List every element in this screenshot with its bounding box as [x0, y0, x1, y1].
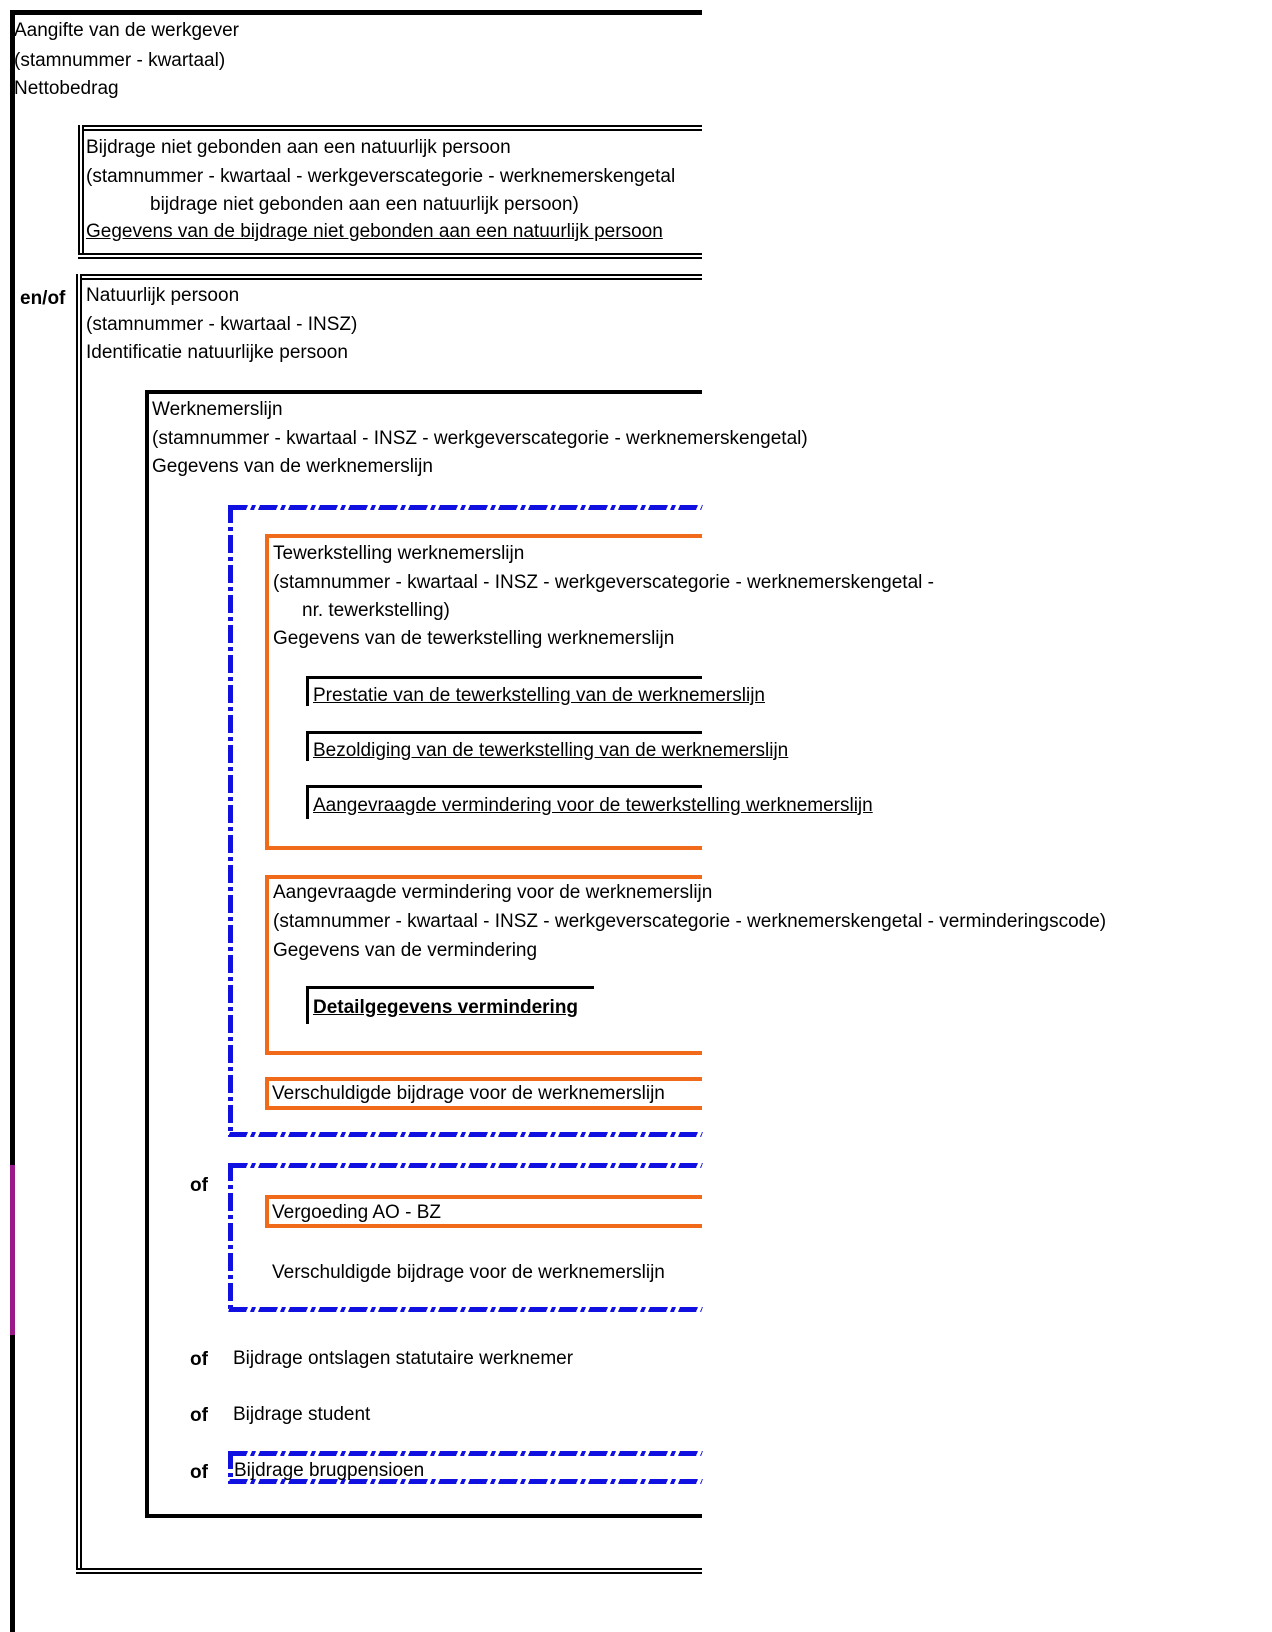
- group2-bottom: [228, 1307, 703, 1312]
- reduction-detail: Detailgegevens vermindering: [313, 997, 579, 1018]
- worker-frame-left: [145, 390, 149, 1518]
- compensation-frame-top: [265, 1195, 702, 1199]
- group2-top: [228, 1163, 703, 1168]
- reduction-frame-top: [265, 875, 702, 879]
- connector-of-2: of: [190, 1349, 208, 1370]
- alt-prepension: Bijdrage brugpensioen: [234, 1460, 425, 1481]
- reduction-title: Aangevraagde vermindering voor de werknemerslijn: [273, 882, 713, 903]
- employer-frame-top: [10, 10, 702, 15]
- employer-data: Nettobedrag: [14, 78, 119, 99]
- reduction-data: Gegevens van de vermindering: [273, 940, 538, 961]
- contribution-frame-top: [78, 125, 702, 131]
- alt-dismissed-statutory: Bijdrage ontslagen statutaire werknemer: [233, 1348, 574, 1369]
- worker-data: Gegevens van de werknemerslijn: [152, 456, 433, 477]
- contribution-title: Bijdrage niet gebonden aan een natuurlijk persoon: [86, 137, 511, 158]
- connector-of-1: of: [190, 1175, 208, 1196]
- connector-en-of: en/of: [20, 288, 66, 309]
- owed-frame-top: [265, 1077, 702, 1081]
- alt-student: Bijdrage student: [233, 1404, 371, 1425]
- employment-frame-bottom: [265, 846, 702, 850]
- detail-box-top: [306, 986, 594, 989]
- compensation-frame-bottom: [265, 1224, 702, 1228]
- wages-box-top: [306, 731, 702, 734]
- wages-box-left: [306, 731, 309, 761]
- person-data: Identificatie natuurlijke persoon: [86, 342, 348, 363]
- person-frame-bottom: [76, 1568, 702, 1574]
- person-frame-top: [76, 274, 702, 280]
- performance-item: Prestatie van de tewerkstelling van de werknemerslijn: [313, 685, 765, 706]
- employment-key-2: nr. tewerkstelling): [302, 600, 450, 621]
- detail-box-left: [306, 986, 309, 1024]
- person-frame-left: [76, 274, 82, 1574]
- employer-frame-left: [10, 10, 15, 1632]
- emp-reduction-box-top: [306, 785, 702, 788]
- reduction-frame-bottom: [265, 1051, 702, 1055]
- performance-box-left: [306, 676, 309, 706]
- group1-left: [228, 505, 233, 1137]
- contribution-key-1: (stamnummer - kwartaal - werkgeverscategorie - werknemerskengetal: [86, 166, 676, 187]
- employer-title: Aangifte van de werkgever: [14, 20, 239, 41]
- employment-key-1: (stamnummer - kwartaal - INSZ - werkgeverscategorie - werknemerskengetal -: [273, 572, 934, 593]
- employment-frame-top: [265, 534, 702, 538]
- worker-key: (stamnummer - kwartaal - INSZ - werkgeverscategorie - werknemerskengetal): [152, 428, 808, 449]
- person-key: (stamnummer - kwartaal - INSZ): [86, 314, 358, 335]
- employment-data: Gegevens van de tewerkstelling werknemerslijn: [273, 628, 675, 649]
- group2-owed-contribution: Verschuldigde bijdrage voor de werknemerslijn: [272, 1262, 665, 1283]
- group2-left: [228, 1163, 233, 1313]
- prepension-frame-top: [228, 1451, 703, 1456]
- purple-marker: [10, 1165, 15, 1335]
- employment-frame-left: [265, 534, 269, 850]
- contribution-key-2: bijdrage niet gebonden aan een natuurlijk persoon): [150, 194, 579, 215]
- worker-title: Werknemerslijn: [152, 399, 283, 420]
- group1-bottom: [228, 1132, 703, 1137]
- employer-key: (stamnummer - kwartaal): [14, 50, 226, 71]
- worker-frame-top: [145, 390, 702, 394]
- reduction-key: (stamnummer - kwartaal - INSZ - werkgeverscategorie - werknemerskengetal - verminderingscode): [273, 911, 1107, 932]
- person-title: Natuurlijk persoon: [86, 285, 240, 306]
- employment-title: Tewerkstelling werknemerslijn: [273, 543, 525, 564]
- emp-reduction-box-left: [306, 785, 309, 819]
- reduction-frame-left: [265, 875, 269, 1055]
- owed-frame-bottom: [265, 1106, 702, 1110]
- performance-box-top: [306, 676, 702, 679]
- wages-item: Bezoldiging van de tewerkstelling van de werknemerslijn: [313, 740, 789, 761]
- contribution-frame-left: [78, 125, 84, 259]
- contribution-frame-bottom: [78, 253, 702, 259]
- group1-top: [228, 505, 703, 510]
- contribution-data: Gegevens van de bijdrage niet gebonden aan een natuurlijk persoon: [86, 221, 663, 242]
- employment-reduction-item: Aangevraagde vermindering voor de tewerkstelling werknemerslijn: [313, 795, 873, 816]
- connector-of-3: of: [190, 1405, 208, 1426]
- connector-of-4: of: [190, 1462, 208, 1483]
- worker-frame-bottom: [145, 1514, 702, 1518]
- owed-contribution: Verschuldigde bijdrage voor de werknemerslijn: [272, 1083, 665, 1104]
- compensation-label: Vergoeding AO - BZ: [272, 1202, 441, 1223]
